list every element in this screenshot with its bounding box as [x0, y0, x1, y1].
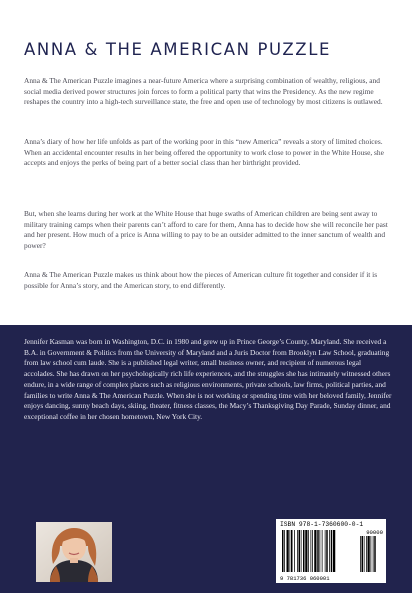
book-title: ANNA & THE AMERICAN PUZZLE — [24, 40, 332, 59]
barcode-price-code: 90000 — [366, 529, 383, 536]
synopsis-paragraph-1: Anna & The American Puzzle imagines a near-future America where a surprising combination of wealthy, religious, and social media derived power structures join forces to form a political party that wins the Presidency. As the new regime reshapes the country into a high-tech surveillance state, the free and open use of technology by most citizens is outlawed. — [24, 76, 383, 107]
isbn-barcode — [276, 519, 386, 583]
barcode-digits: 9 781736 060001 — [280, 575, 330, 582]
author-section — [0, 325, 412, 593]
synopsis-paragraph-4: Anna & The American Puzzle makes us think about how the pieces of American culture fit together and consider if it is possible for Anna’s story, and the American story, to end differently. — [24, 270, 378, 290]
author-portrait-icon — [36, 522, 112, 582]
author-bio: Jennifer Kasman was born in Washington, D.C. in 1980 and grew up in Prince George’s County, Maryland. She received a B.A. in Government & Politics from the University of Maryland and a Juris Doctor from Brooklyn Law School, graduating from law school cum laude. She is a published legal writer, small business owner, and recipient of numerous legal accolades. She has drawn on her psychologically rich life experiences, and the struggles she has intimately witnessed others endure, in a wide range of complex places such as religious environments, private schools, law firms, political parties, and families to write Anna & The American Puzzle. When she is not working or spending time with her beloved family, Jennifer enjoys dancing, sunny beach days, skiing, theater, fitness classes, the Macy’s Thanksgiving Day Parade, Sunday dinner, and exceptional coffee in her chosen hometown, New York City. — [24, 337, 392, 421]
synopsis-paragraph-3: But, when she learns during her work at the White House that huge swaths of American children are being sent away to military training camps when their parents can’t afford to care for them, Anna has to decide how she will reconcile her past and her present. How much of a price is Anna willing to pay to be an outsider admitted to the inner sanctum of wealth and power? — [24, 209, 388, 250]
author-photo — [36, 522, 112, 582]
synopsis-paragraph-2: Anna’s diary of how her life unfolds as part of the working poor in this “new America” reveals a story of limited choices. When an accidental encounter results in her being offered the opportunity to work close to power in the White House, she accepts and enjoys the perks of being part of a better social class than her birthright provided. — [24, 137, 384, 168]
barcode-bars-icon — [276, 519, 386, 583]
isbn-number: ISBN 978-1-7360600-0-1 — [280, 521, 364, 528]
